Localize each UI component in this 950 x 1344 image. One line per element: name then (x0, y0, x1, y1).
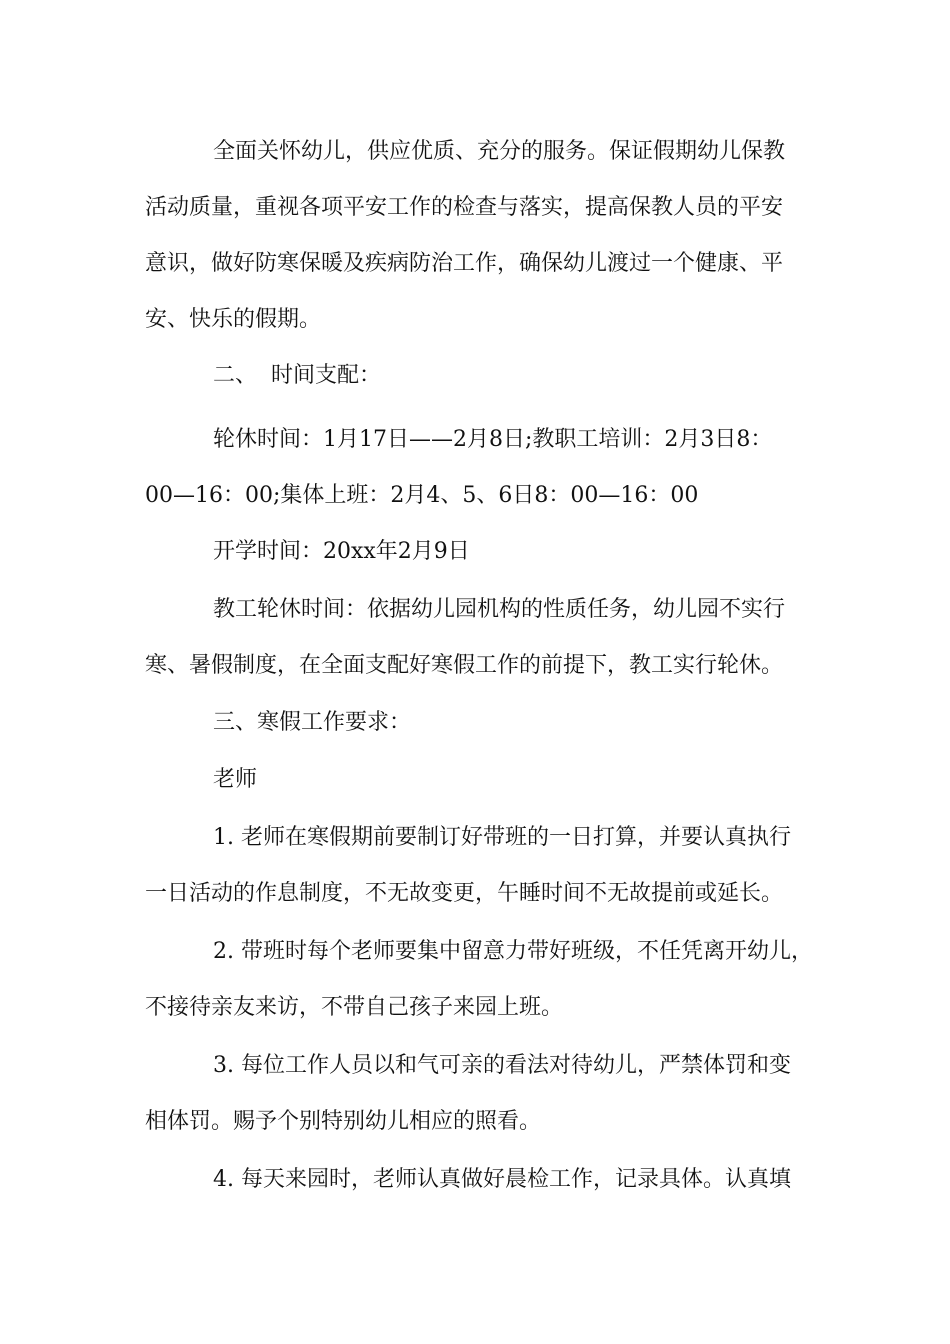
list-item-line: 相体罚。赐予个别特别幼儿相应的照看。 (145, 1109, 542, 1134)
paragraph-line: 安、快乐的假期。 (145, 307, 322, 332)
section-heading: 二、 时间支配： (213, 363, 381, 388)
paragraph-line: 意识，做好防寒保暖及疾病防治工作，确保幼儿渡过一个健康、平 (145, 251, 784, 276)
list-item-line: 一日活动的作息制度，不无故变更，午睡时间不无故提前或延长。 (145, 881, 784, 906)
paragraph-line: 00—16：00;集体上班：2月4、5、6日8：00—16：00 (145, 483, 699, 508)
paragraph-line: 全面关怀幼儿，供应优质、充分的服务。保证假期幼儿保教 (213, 139, 786, 164)
paragraph-line: 活动质量，重视各项平安工作的检查与落实，提高保教人员的平安 (145, 195, 784, 220)
list-item-line: 2. 带班时每个老师要集中留意力带好班级，不任凭离开幼儿， (213, 939, 813, 964)
section-heading: 三、寒假工作要求： (213, 710, 412, 735)
paragraph-line: 轮休时间：1月17日——2月8日;教职工培训：2月3日8： (213, 427, 773, 452)
list-item-line: 3. 每位工作人员以和气可亲的看法对待幼儿，严禁体罚和变 (213, 1053, 791, 1078)
subsection-heading: 老师 (213, 767, 258, 792)
paragraph-line: 教工轮休时间：依据幼儿园机构的性质任务，幼儿园不实行 (213, 597, 786, 622)
list-item-line: 4. 每天来园时，老师认真做好晨检工作，记录具体。认真填 (213, 1167, 791, 1192)
paragraph-line: 开学时间：20xx年2月9日 (213, 539, 470, 564)
paragraph-line: 寒、暑假制度，在全面支配好寒假工作的前提下，教工实行轮休。 (145, 653, 784, 678)
list-item-line: 1. 老师在寒假期前要制订好带班的一日打算，并要认真执行 (213, 825, 791, 850)
list-item-line: 不接待亲友来访，不带自己孩子来园上班。 (145, 995, 564, 1020)
